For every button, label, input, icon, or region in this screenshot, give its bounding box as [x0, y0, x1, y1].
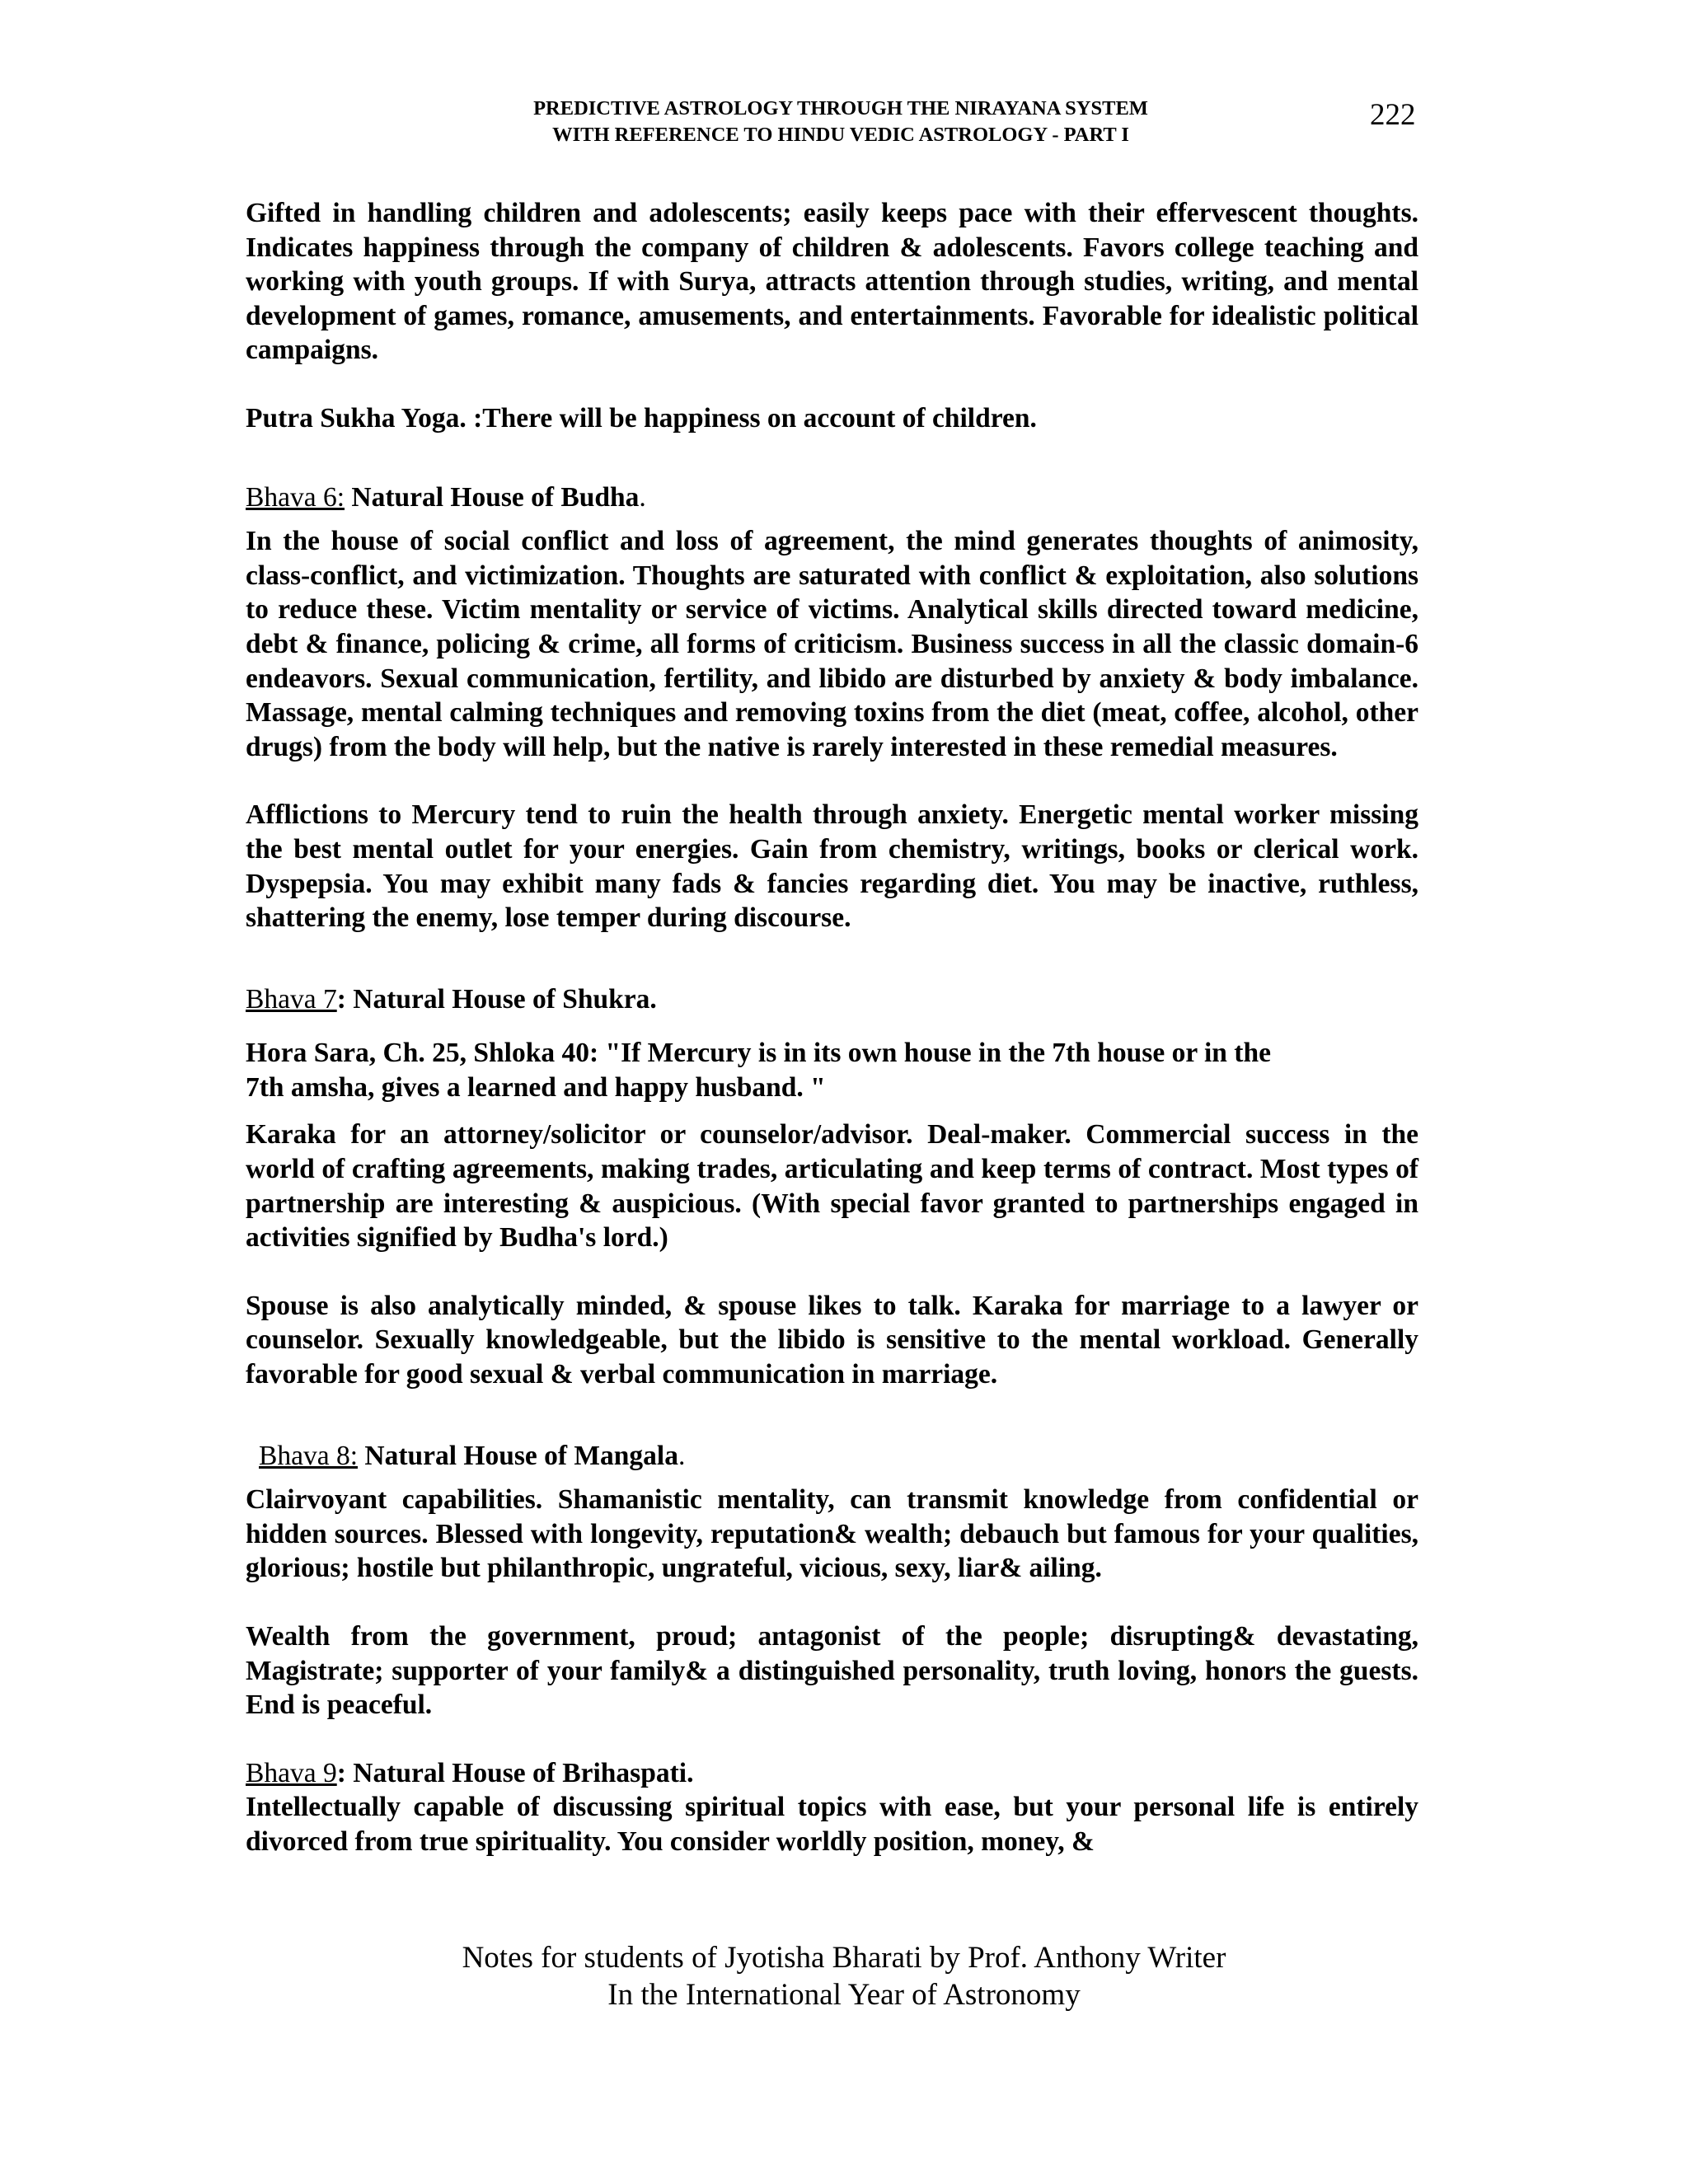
footer-line2: In the International Year of Astronomy [607, 1978, 1081, 2012]
putra-sukha-yoga: Putra Sukha Yoga. :There will be happiness on account of children. [246, 402, 1037, 434]
bhava-8-heading [246, 1439, 1418, 1474]
bhava-6-paragraph-2: Afflictions to Mercury tend to ruin the health through anxiety. Energetic mental worker missing the best mental outlet for your energies. Gain from chemistry, writings, books or clerical work. Dyspepsia. You may exhibit many fads & fancies regarding diet. You may be inactive, ruthless, shattering the enemy, lose temper during discourse. [246, 799, 1418, 934]
bhava-6-paragraph-1: In the house of social conflict and loss of agreement, the mind generates thoughts of animosity, class-conflict, and victimization. Thoughts are saturated with conflict & exploitation, also solutions to reduce these. Victim mentality or service of victims. Analytical skills directed toward medicine, debt & finance, policing & crime, all forms of criticism. Business success in all the classic domain-6 endeavors. Sexual communication, fertility, and libido are disturbed by anxiety & body imbalance. Massage, mental calming techniques and removing toxins from the diet (meat, coffee, alcohol, other drugs) from the body will help, but the native is rarely interested in these remedial measures. [246, 526, 1418, 762]
bhava-7-paragraph-2: Spouse is also analytically minded, & spouse likes to talk. Karaka for marriage to a lawyer or counselor. Sexually knowledgeable, but the libido is sensitive to the mental workload. Generally favorable for good sexual & verbal communication in marriage. [246, 1290, 1418, 1390]
bhava-6-title-end: . [639, 481, 646, 513]
bhava-7-quote-line1: Hora Sara, Ch. 25, Shloka 40: "If Mercury is in its own house in the 7th house or in the [246, 1038, 1271, 1069]
bhava-9-title: : Natural House of Brihaspati. [336, 1757, 694, 1788]
bhava-9-label: Bhava 9 [246, 1757, 337, 1788]
bhava-7-label: Bhava 7 [246, 983, 337, 1015]
bhava-7-paragraph-1: Karaka for an attorney/solicitor or counselor/advisor. Deal-maker. Commercial success in the world of crafting agreements, making trades, articulating and keep terms of contract. Most types of partnership are interesting & auspicious. (With special favor granted to partnerships engaged in activities signified by Budha's lord.) [246, 1119, 1418, 1254]
page-footer [349, 1939, 1339, 2013]
bhava-8-title: Natural House of Mangala [358, 1440, 678, 1471]
bhava-7-title: : Natural House of Shukra. [336, 983, 657, 1015]
bhava-8-title-end: . [678, 1440, 686, 1471]
header-title-line1: PREDICTIVE ASTROLOGY THROUGH THE NIRAYANA SYSTEM [533, 97, 1148, 120]
bhava-6-title: Natural House of Budha [345, 481, 640, 513]
bhava-7-heading [246, 982, 1418, 1017]
running-header [429, 96, 1253, 148]
bhava-6-label: Bhava 6: [246, 481, 345, 513]
bhava-6-heading [246, 480, 1418, 515]
bhava-7-quote [246, 1036, 1418, 1104]
paragraph-intro: Gifted in handling children and adolescents; easily keeps pace with their effervescent thoughts. Indicates happiness through the company of children & adolescents. Favors college teaching and working with youth groups. If with Surya, attracts attention through studies, writing, and mental development of games, romance, amusements, and entertainments. Favorable for idealistic political campaigns. [246, 198, 1418, 366]
footer-line1: Notes for students of Jyotisha Bharati by Prof. Anthony Writer [462, 1941, 1226, 1975]
bhava-8-label: Bhava 8: [259, 1440, 359, 1471]
bhava-7-quote-line2: 7th amsha, gives a learned and happy husband. " [246, 1071, 826, 1103]
bhava-9-heading [246, 1756, 1418, 1791]
header-title-line2: WITH REFERENCE TO HINDU VEDIC ASTROLOGY - PART I [552, 124, 1129, 146]
page-number: 222 [1370, 98, 1416, 132]
bhava-8-paragraph-2: Wealth from the government, proud; antagonist of the people; disrupting& devastating, Magistrate; supporter of your family& a distinguished personality, truth loving, honors the guests. End is peaceful. [246, 1621, 1418, 1721]
body-text [246, 196, 1418, 1859]
bhava-9-paragraph-1: Intellectually capable of discussing spiritual topics with ease, but your personal life is entirely divorced from true spirituality. You consider worldly position, money, & [246, 1792, 1418, 1857]
bhava-8-paragraph-1: Clairvoyant capabilities. Shamanistic mentality, can transmit knowledge from confidential or hidden sources. Blessed with longevity, reputation& wealth; debauch but famous for your qualities, glorious; hostile but philanthropic, ungrateful, vicious, sexy, liar& ailing. [246, 1484, 1418, 1584]
